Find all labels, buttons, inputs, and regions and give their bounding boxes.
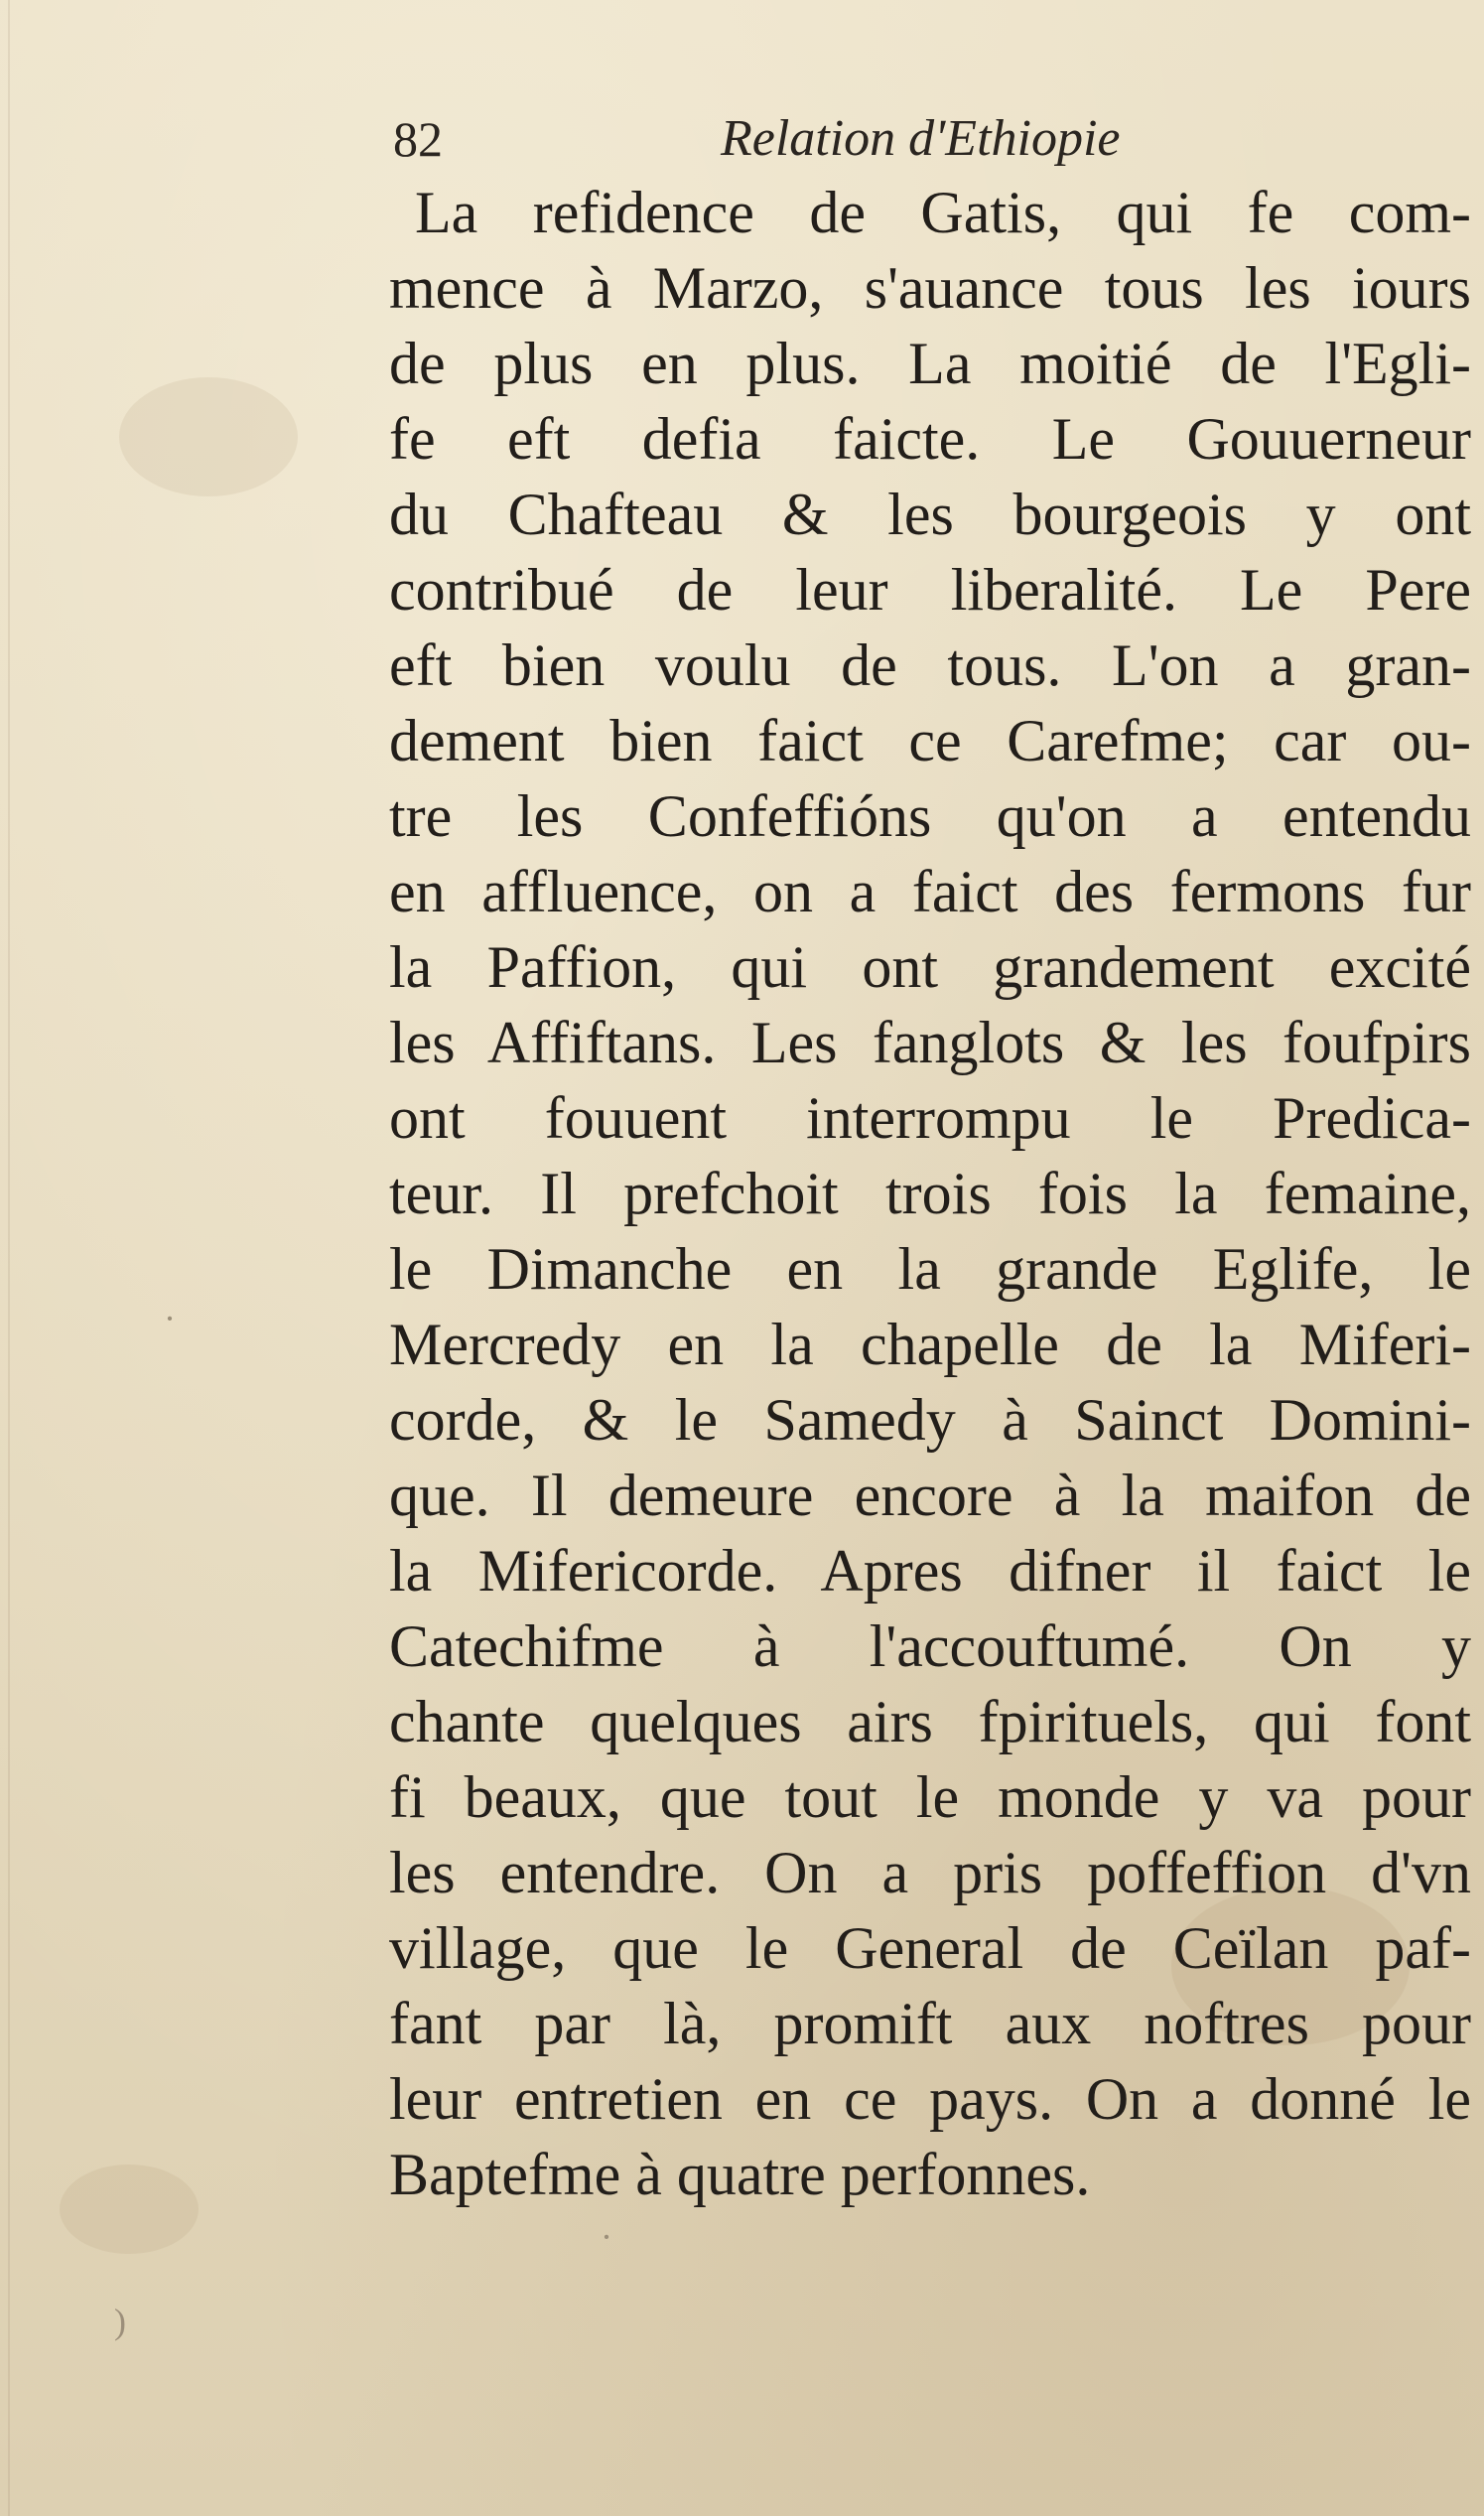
paper-stain xyxy=(119,377,298,496)
text-line: corde, & le Samedy à Sainct Domini- xyxy=(389,1387,1471,1453)
page-header xyxy=(393,104,1207,174)
text-line: contribué de leur liberalité. Le Pere xyxy=(389,557,1471,623)
text-line: fi beaux, que tout le monde y va pour xyxy=(389,1764,1471,1830)
text-line: fant par là, promift aux noftres pour xyxy=(389,1991,1471,2056)
text-line: Mercredy en la chapelle de la Miferi- xyxy=(389,1312,1471,1377)
paper-stain xyxy=(60,2165,199,2254)
text-line: teur. Il prefchoit trois fois la femaine, xyxy=(389,1161,1471,1226)
text-line: fe eft defia faicte. Le Gouuerneur xyxy=(389,406,1471,472)
text-line: de plus en plus. La moitié de l'Egli- xyxy=(389,331,1471,396)
text-line: La refidence de Gatis, qui fe com- xyxy=(415,180,1471,245)
margin-smudge: · xyxy=(601,2217,612,2257)
text-line: mence à Marzo, s'auance tous les iours xyxy=(389,255,1471,321)
text-line: le Dimanche en la grande Eglife, le xyxy=(389,1236,1471,1302)
text-line: leur entretien en ce pays. On a donné le xyxy=(389,2066,1471,2132)
text-line: la Paffion, qui ont grandement excité xyxy=(389,934,1471,1000)
text-line: les entendre. On a pris poffeffion d'vn xyxy=(389,1840,1471,1905)
text-line: ont fouuent interrompu le Predica- xyxy=(389,1085,1471,1151)
margin-smudge: · xyxy=(164,1299,176,1338)
page-number: 82 xyxy=(393,111,443,167)
text-line: village, que le General de Ceïlan paf- xyxy=(389,1915,1471,1981)
margin-smudge: ) xyxy=(114,2302,126,2341)
text-line: Catechifme à l'accouftumé. On y xyxy=(389,1613,1471,1679)
text-line: tre les Confeffións qu'on a entendu xyxy=(389,783,1471,849)
running-head: Relation d'Ethiopie xyxy=(721,110,1121,167)
text-line: les Affiftans. Les fanglots & les foufpirs xyxy=(389,1010,1471,1075)
text-line: du Chafteau & les bourgeois y ont xyxy=(389,482,1471,547)
text-line: que. Il demeure encore à la maifon de xyxy=(389,1463,1471,1528)
text-line: dement bien faict ce Carefme; car ou- xyxy=(389,708,1471,773)
text-line: Baptefme à quatre perfonnes. xyxy=(389,2142,1091,2207)
body-text xyxy=(389,175,1471,2212)
page-edge-shadow xyxy=(8,0,10,2516)
text-line: chante quelques airs fpirituels, qui font xyxy=(389,1689,1471,1754)
text-line: en affluence, on a faict des fermons fur xyxy=(389,859,1471,924)
text-line: la Mifericorde. Apres difner il faict le xyxy=(389,1538,1471,1604)
text-line: eft bien voulu de tous. L'on a gran- xyxy=(389,632,1471,698)
